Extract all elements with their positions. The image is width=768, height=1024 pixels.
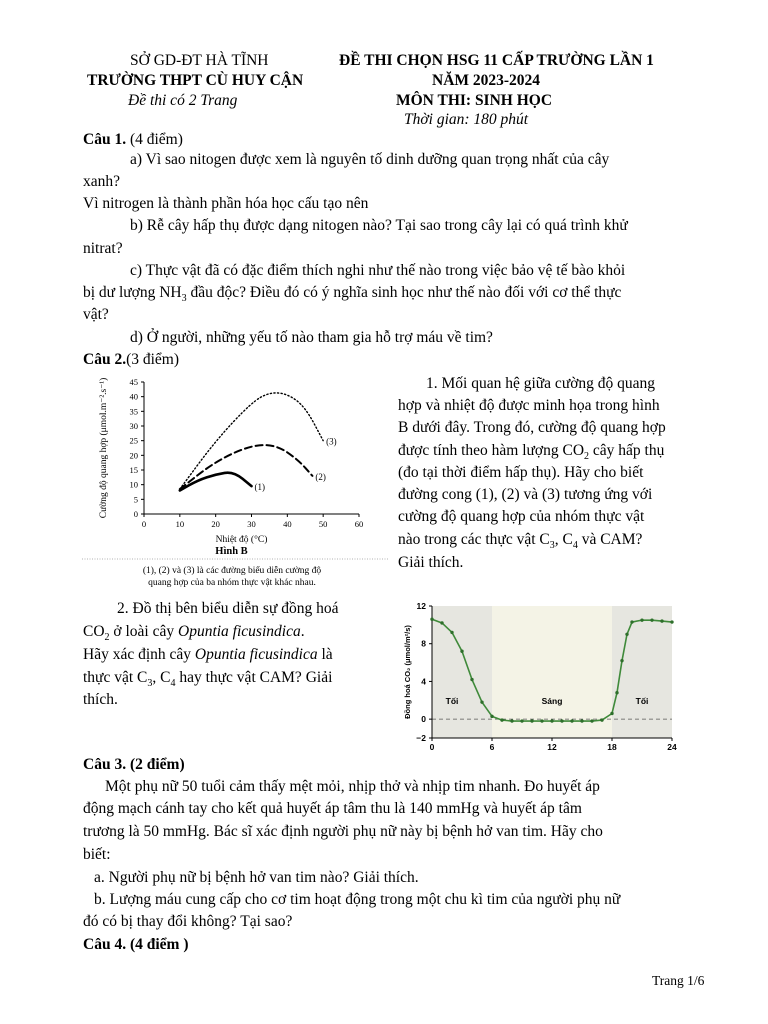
q1-d: d) Ở người, những yếu tố nào tham gia hỗ trợ máu về tim?	[130, 329, 493, 346]
y-tick-label: 4	[421, 676, 426, 687]
exam-time: Thời gian: 180 phút	[404, 111, 529, 128]
co2-data-point	[500, 718, 503, 721]
exam-title: ĐỀ THI CHỌN HSG 11 CẤP TRƯỜNG LẦN 1	[339, 52, 654, 69]
q2-label: Câu 2.	[83, 351, 127, 368]
q2-heading	[83, 351, 179, 369]
page-number: Trang 1/6	[652, 973, 705, 988]
y-tick-label: 12	[416, 601, 426, 611]
x-tick-label: 10	[175, 519, 185, 529]
y-tick-label: 35	[129, 406, 138, 417]
co2-data-point	[560, 719, 563, 722]
q2-p2-line1: 2. Đồ thị bên biểu diễn sự đồng hoá	[117, 600, 339, 617]
q2-points: (3 điểm)	[126, 351, 180, 368]
q2-p2-l2-sub: 2	[104, 632, 110, 644]
co2-data-point	[550, 719, 553, 722]
region-label-night-1: Tối	[445, 696, 459, 707]
q1-heading	[83, 131, 183, 149]
exam-year: NĂM 2023-2024	[432, 72, 541, 89]
y-tick-label: 20	[129, 450, 138, 461]
header-pages-note: Đề thi có 2 Trang	[128, 92, 238, 109]
q1-c-line2	[83, 284, 621, 304]
y-tick-label: 25	[129, 435, 138, 446]
q2-p1-l4-text: được tính theo hàm lượng CO	[398, 442, 585, 459]
co2-data-point	[590, 719, 593, 722]
q2-p2-line3	[83, 646, 333, 664]
co2-data-point	[615, 691, 618, 694]
q2-p1-l8-mid: , C	[554, 531, 573, 548]
q1-c-text2: đầu độc? Điều đó có ý nghĩa sinh học như thế nào đối với cơ thể thực	[186, 284, 622, 301]
q4-heading: Câu 4. (4 điểm )	[83, 936, 189, 953]
q3-label: Câu 3	[83, 756, 123, 773]
x-axis-label: Nhiệt độ (°C)	[215, 535, 268, 545]
x-tick-label: 6	[489, 742, 495, 752]
q2-p1-line6: đường cong (1), (2) và (3) tương ứng với	[398, 486, 653, 503]
q1-c-text: bị dư lượng NH	[83, 284, 182, 301]
q2-p1-l4-sub: 2	[584, 451, 590, 463]
co2-data-point	[570, 719, 573, 722]
q2-p1-line3: B dưới đây. Trong đó, cường độ quang hợp	[398, 419, 666, 436]
y-tick-label: −2	[416, 733, 426, 743]
q1-label: Câu 1.	[83, 131, 127, 148]
q2-p1-line2: hợp và nhiệt độ được minh họa trong hình	[398, 397, 660, 414]
y-tick-label: 15	[129, 465, 138, 475]
co2-data-point	[640, 618, 643, 621]
x-tick-label: 30	[247, 519, 256, 529]
series-label: (2)	[315, 471, 326, 482]
y-tick-label: 8	[421, 638, 426, 649]
co2-data-point	[440, 621, 443, 624]
co2-data-point	[620, 659, 623, 662]
y-axis-label: Cường độ quang hợp (μmol.m⁻².s⁻¹)	[99, 377, 109, 519]
q2-p2-l3-end: là	[317, 646, 333, 663]
q2-p2-line2	[83, 623, 305, 643]
q1-c-line3: vật?	[83, 306, 109, 323]
q2-p2-l4-sub1: 3	[147, 678, 153, 690]
q3-a: a. Người phụ nữ bị bệnh hở van tim nào? Giải thích.	[94, 869, 419, 886]
y-tick-label: 30	[129, 421, 138, 431]
q2-p2-l4-text: thực vật C	[83, 669, 148, 686]
q2-p2-species: Opuntia ficusindica	[178, 623, 301, 640]
co2-data-point	[580, 719, 583, 722]
x-tick-label: 50	[318, 519, 328, 529]
region-label-night-2: Tối	[635, 696, 649, 707]
figure-title: Hình B	[215, 546, 248, 557]
x-tick-label: 12	[547, 742, 557, 752]
caption-line2: quang hợp của ba nhóm thực vật khác nhau.	[148, 578, 316, 588]
x-tick-label: 18	[607, 742, 617, 752]
co2-data-point	[625, 633, 628, 636]
q2-p1-l4-text2: cây hấp thụ	[589, 442, 665, 459]
q2-p1-l8-sub2: 4	[572, 540, 578, 552]
q2-p1-l8-text2: và CAM?	[577, 531, 643, 548]
co2-plot	[403, 601, 677, 752]
region-label-day: Sáng	[541, 696, 563, 707]
figure-b-chart	[82, 372, 388, 594]
q3-line4: biết:	[83, 846, 111, 863]
co2-data-point	[600, 718, 603, 721]
q1-b-line2: nitrat?	[83, 240, 123, 257]
co2-assimilation-chart	[400, 598, 685, 752]
series-label: (3)	[326, 436, 337, 447]
q2-p2-l4-end: hay thực vật CAM? Giải	[175, 669, 333, 686]
x-tick-label: 0	[141, 519, 147, 529]
q2-p1-l8-text: nào trong các thực vật C	[398, 531, 550, 548]
series-label: (1)	[254, 482, 265, 493]
x-tick-label: 20	[211, 519, 220, 529]
q2-p2-l3-text: Hãy xác định cây	[83, 646, 195, 663]
x-tick-label: 60	[354, 519, 364, 529]
q2-p1-line5: (đo tại thời điểm hấp thụ). Hãy cho biết	[398, 464, 644, 481]
q2-p2-line4	[83, 669, 332, 689]
q2-p2-l3-species: Opuntia ficusindica	[194, 646, 318, 663]
q2-p1-line7: cường độ quang hợp của nhóm thực vật	[398, 508, 645, 525]
q1-c-line1: c) Thực vật đã có đặc điểm thích nghi như thế nào trong việc bảo vệ tế bào khỏi	[130, 262, 626, 279]
q2-p2-l2-mid: ở loài cây	[109, 623, 178, 640]
co2-data-point	[490, 715, 493, 718]
q2-p2-l2-end: .	[300, 623, 305, 640]
x-tick-label: 0	[429, 742, 435, 752]
q2-p1-line4	[398, 442, 664, 462]
y-tick-label: 5	[133, 494, 138, 505]
q3-line1: Một phụ nữ 50 tuổi cảm thấy mệt mỏi, nhịp thở và nhịp tim nhanh. Đo huyết áp	[105, 778, 600, 795]
co2-data-point	[430, 618, 433, 621]
day-region	[492, 606, 612, 738]
q2-p1-line9: Giải thích.	[398, 554, 464, 571]
q1-a-line1: a) Vì sao nitogen được xem là nguyên tố dinh dưỡng quan trọng nhất của cây	[130, 151, 610, 168]
q3-b-line2: đó có bị thay đổi không? Tại sao?	[83, 913, 293, 930]
x-tick-label: 40	[283, 519, 292, 529]
caption-line1: (1), (2) và (3) là các đường biểu diễn cường độ	[142, 566, 322, 576]
q2-p2-l4-mid: , C	[152, 669, 171, 686]
q1-a-line2: xanh?	[83, 173, 121, 190]
co2-data-point	[470, 678, 473, 681]
y-tick-label: 0	[133, 509, 138, 519]
co2-data-point	[670, 620, 673, 623]
q3-line2: động mạch cánh tay cho kết quả huyết áp tâm thu là 140 mmHg và huyết áp tâm	[83, 800, 582, 817]
co2-data-point	[660, 619, 663, 622]
q1-b-line1: b) Rễ cây hấp thụ được dạng nitogen nào? Tại sao trong cây lại có quá trình khử	[130, 217, 628, 234]
y-axis-label: Đồng hoá CO₂ (μmol/m²/s)	[403, 625, 412, 719]
co2-data-point	[630, 620, 633, 623]
q1-points: (4 điểm)	[126, 131, 183, 148]
q3-points: . (2 điểm)	[122, 756, 185, 773]
co2-data-point	[530, 719, 533, 722]
q2-p2-l2-text: CO	[83, 623, 105, 640]
exam-subject: MÔN THI: SINH HỌC	[396, 92, 553, 109]
co2-data-point	[450, 631, 453, 634]
y-tick-label: 40	[129, 391, 138, 402]
q3-heading	[83, 756, 185, 774]
q2-p1-line8	[398, 531, 642, 551]
q2-p2-l4-sub2: 4	[170, 678, 176, 690]
co2-data-point	[650, 618, 653, 621]
series-line-dotted	[180, 393, 323, 489]
y-tick-label: 10	[129, 479, 138, 490]
y-tick-label: 0	[421, 714, 426, 725]
co2-data-point	[610, 712, 613, 715]
co2-data-point	[540, 719, 543, 722]
q1-answer: Vì nitrogen là thành phần hóa học cấu tạo nên	[83, 195, 369, 212]
night-region-left	[432, 606, 492, 738]
q3-line3: trương là 50 mmHg. Bác sĩ xác định người phụ nữ này bị bệnh hở van tim. Hãy cho	[83, 823, 603, 840]
y-tick-label: 45	[129, 377, 138, 387]
co2-data-point	[510, 719, 513, 722]
q1-c-sub: 3	[181, 293, 187, 305]
figure-b-plot	[82, 377, 388, 588]
co2-data-point	[480, 700, 483, 703]
q2-p1-l8-sub1: 3	[549, 540, 555, 552]
header-school: TRƯỜNG THPT CÙ HUY CẬN	[87, 72, 304, 89]
x-tick-label: 24	[667, 742, 677, 752]
co2-data-point	[520, 719, 523, 722]
co2-data-point	[460, 650, 463, 653]
header-dept: SỞ GD-ĐT HÀ TĨNH	[130, 52, 269, 69]
q3-b-line1: b. Lượng máu cung cấp cho cơ tim hoạt động trong một chu kì tim của người phụ nữ	[94, 891, 621, 908]
q2-p1-line1: 1. Mối quan hệ giữa cường độ quang	[426, 375, 656, 392]
q2-p2-line5: thích.	[83, 691, 118, 708]
